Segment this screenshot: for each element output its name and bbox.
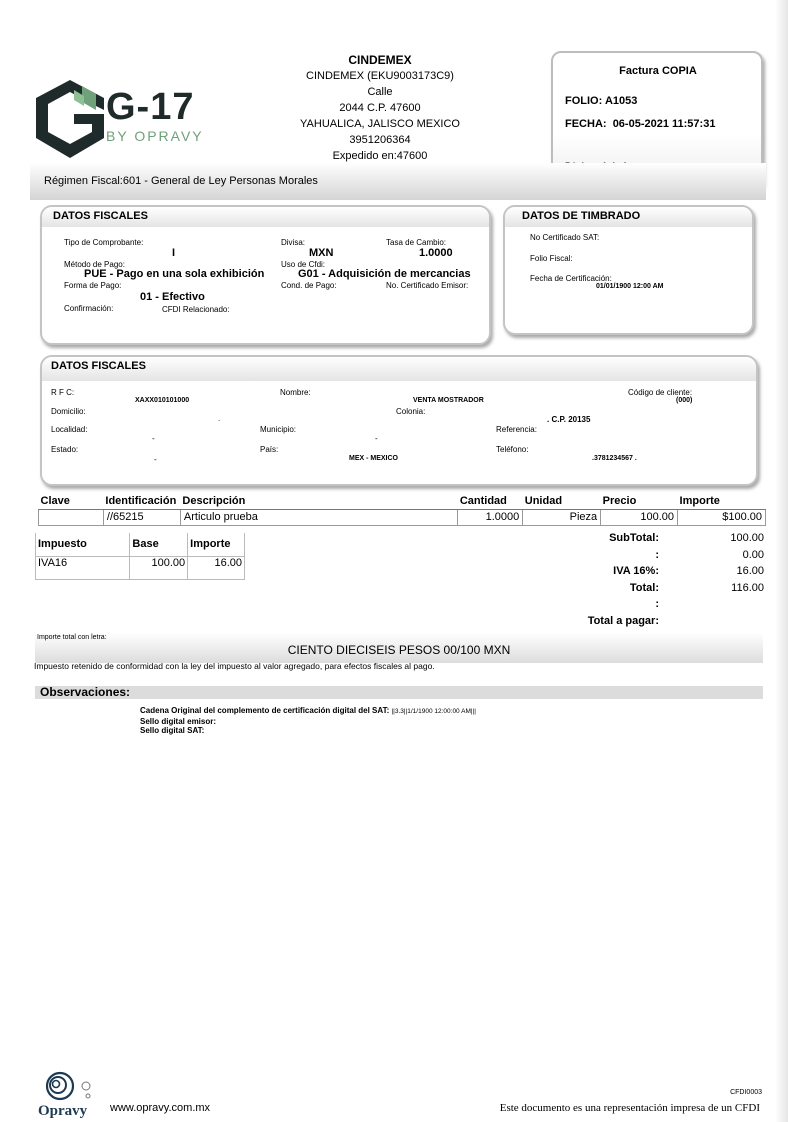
estado-label: Estado: <box>51 445 79 454</box>
fecha-cert-value: 01/01/1900 12:00 AM <box>596 283 664 290</box>
tasa-label: Tasa de Cambio: <box>386 238 447 247</box>
totals-table <box>560 530 766 629</box>
total-row <box>560 580 766 597</box>
tax-table <box>35 533 245 580</box>
total-row <box>560 530 766 547</box>
estado-value: - <box>154 455 157 464</box>
localidad-label: Localidad: <box>51 425 88 434</box>
metodo-value: PUE - Pago en una sola exhibición <box>84 268 265 280</box>
logo-sub-text: BY OPRAVY <box>106 128 204 144</box>
logo-main-text: G-17 <box>106 86 195 128</box>
cell-unidad: Pieza <box>523 509 601 525</box>
col-importe: Importe <box>678 494 766 509</box>
issuer-phone: 3951206364 <box>349 134 411 146</box>
footer-logo <box>38 1070 98 1120</box>
footer-url[interactable]: www.opravy.com.mx <box>110 1102 211 1114</box>
tax-impuesto: IVA16 <box>36 556 130 579</box>
cp-value: . C.P. 20135 <box>547 415 591 424</box>
col-precio: Precio <box>601 494 678 509</box>
table-row <box>39 509 766 525</box>
confirmacion-label: Confirmación: <box>64 304 114 313</box>
sello-sat-label: Sello digital SAT: <box>140 726 205 735</box>
total-row <box>560 596 766 613</box>
domicilio-label: Domicilio: <box>51 407 86 416</box>
cell-importe: $100.00 <box>678 509 766 525</box>
fecha-cert-label: Fecha de Certificación: <box>530 274 612 283</box>
colonia-label: Colonia: <box>396 407 426 416</box>
codigo-label: Código de cliente: <box>628 388 693 397</box>
sello-emisor-label: Sello digital emisor: <box>140 716 217 726</box>
municipio-label: Municipio: <box>260 425 297 434</box>
total-row <box>560 613 766 630</box>
issuer-expedido: Expedido en:47600 <box>332 150 428 162</box>
total-row <box>560 547 766 564</box>
cell-descripcion: Articulo prueba <box>180 509 457 525</box>
total-value: 116.00 <box>731 581 764 594</box>
footer-brand: Opravy <box>38 1103 88 1119</box>
issuer-street: Calle <box>367 86 393 98</box>
fecha-line <box>565 118 715 130</box>
cell-clave <box>39 509 104 525</box>
municipio-value: - <box>375 434 378 443</box>
cell-identificacion: //65215 <box>103 509 180 525</box>
cell-cantidad: 1.0000 <box>458 509 523 525</box>
timbrado-title: DATOS DE TIMBRADO <box>522 210 641 222</box>
fiscal-box <box>40 205 491 345</box>
tax-header-row <box>36 533 245 556</box>
tax-col-base: Base <box>130 533 188 556</box>
pais-label: País: <box>260 445 279 454</box>
fecha-value: 06-05-2021 11:57:31 <box>612 118 716 130</box>
company-logo <box>34 80 224 160</box>
iva-label: IVA 16%: <box>613 565 659 578</box>
telefono-label: Teléfono: <box>496 445 529 454</box>
iva-value: 16.00 <box>736 565 764 578</box>
forma-label: Forma de Pago: <box>64 281 122 290</box>
col-descripcion: Descripción <box>180 494 457 509</box>
col-cantidad: Cantidad <box>458 494 523 509</box>
col-clave: Clave <box>39 494 104 509</box>
other-value: 0.00 <box>742 548 764 561</box>
letra-bar <box>35 633 763 663</box>
issuer-rfc: CINDEMEX (EKU9003173C9) <box>306 70 454 82</box>
other-label: : <box>655 548 659 561</box>
issuer-name: CINDEMEX <box>348 53 412 67</box>
tax-importe: 16.00 <box>188 556 245 579</box>
referencia-label: Referencia: <box>496 425 537 434</box>
cfdi-relacionado-label: CFDI Relacionado: <box>162 305 230 314</box>
codigo-value: (000) <box>676 397 693 404</box>
tipo-label: Tipo de Comprobante: <box>64 238 144 247</box>
divisa-value: MXN <box>309 247 334 259</box>
pais-value: MEX - MEXICO <box>349 455 399 462</box>
cert-emisor-label: No. Certificado Emisor: <box>386 281 469 290</box>
col-identificacion: Identificación <box>103 494 180 509</box>
letra-label: Importe total con letra: <box>37 634 107 641</box>
folio-label: FOLIO: <box>565 95 603 107</box>
tasa-value: 1.0000 <box>419 247 453 259</box>
regimen-bar <box>30 163 766 200</box>
nombre-value: VENTA MOSTRADOR <box>413 397 484 404</box>
retencion-label: : <box>655 598 659 611</box>
items-table <box>38 494 766 526</box>
total-label: Total: <box>629 581 659 594</box>
items-header-row <box>39 494 766 509</box>
receptor-title: DATOS FISCALES <box>51 360 146 372</box>
folio-value: A1053 <box>604 95 638 107</box>
folio-line <box>565 95 637 107</box>
rfc-value: XAXX010101000 <box>135 397 190 404</box>
cond-label: Cond. de Pago: <box>281 281 337 290</box>
issuer-cp: 2044 C.P. 47600 <box>339 102 421 114</box>
footer-code: CFDI0003 <box>730 1089 762 1096</box>
cadena-label: Cadena Original del complemento de certificación digital del SAT: <box>140 706 390 715</box>
issuer-city: YAHUALICA, JALISCO MEXICO <box>300 118 460 130</box>
retencion-note: Impuesto retenido de conformidad con la ley del impuesto al valor agregado, para efectos fiscales al pago. <box>34 661 435 671</box>
tax-base: 100.00 <box>130 556 188 579</box>
regimen-fiscal: Régimen Fiscal:601 - General de Ley Personas Morales <box>44 175 318 187</box>
timbrado-box <box>503 205 754 335</box>
tax-col-importe: Importe <box>188 533 245 556</box>
localidad-value: - <box>152 434 155 443</box>
cadena-value: ||3.3||1/1/1900 12:00:00 AM||| <box>391 708 476 715</box>
receptor-box <box>40 355 758 486</box>
metodo-label: Método de Pago: <box>64 260 125 269</box>
forma-value: 01 - Efectivo <box>140 291 205 303</box>
total-pagar-value <box>661 613 766 630</box>
fiscal-title: DATOS FISCALES <box>53 210 148 222</box>
total-row <box>560 563 766 580</box>
cert-sat-label: No Certificado SAT: <box>530 233 600 242</box>
observaciones-title: Observaciones: <box>40 685 131 699</box>
rfc-label: R F C: <box>51 388 75 397</box>
telefono-value: .3781234567 . <box>592 455 637 462</box>
opravy-logo-icon <box>38 1070 98 1102</box>
total-pagar-label: Total a pagar: <box>587 614 659 627</box>
uso-label: Uso de Cfdi: <box>281 260 326 269</box>
subtotal-value: 100.00 <box>730 532 764 545</box>
tipo-value: I <box>172 247 176 259</box>
domicilio-value: . <box>218 414 221 423</box>
col-unidad: Unidad <box>523 494 601 509</box>
nombre-label: Nombre: <box>280 388 311 397</box>
issuer-block <box>280 52 480 164</box>
fecha-label: FECHA: <box>565 118 607 130</box>
divisa-label: Divisa: <box>281 238 306 247</box>
subtotal-label: SubTotal: <box>609 532 659 545</box>
observaciones-content <box>140 706 476 736</box>
invoice-title: Factura COPIA <box>619 65 697 77</box>
retencion-value <box>661 596 766 613</box>
uso-value: G01 - Adquisición de mercancias <box>298 268 471 280</box>
footer-legend: Este documento es una representación impresa de un CFDI <box>499 1102 760 1114</box>
tax-col-impuesto: Impuesto <box>36 533 130 556</box>
table-row <box>36 556 245 579</box>
page-edge <box>775 0 788 1122</box>
letra-value: CIENTO DIECISEIS PESOS 00/100 MXN <box>287 643 511 657</box>
folio-fiscal-label: Folio Fiscal: <box>530 254 573 263</box>
observaciones-bar <box>35 686 763 699</box>
cell-precio: 100.00 <box>601 509 678 525</box>
